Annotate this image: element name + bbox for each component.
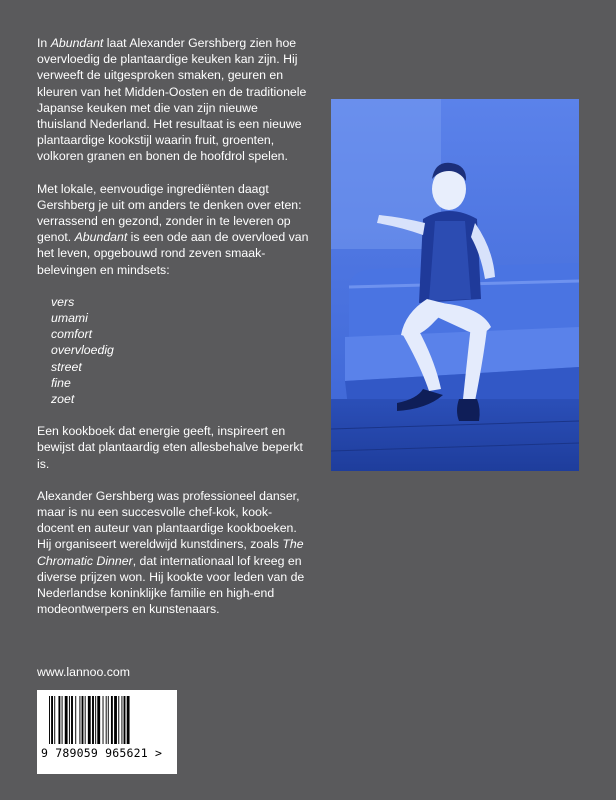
list-item: comfort <box>51 327 92 342</box>
book-title-italic: Abundant <box>50 36 104 50</box>
list-item: fine <box>51 375 71 390</box>
list-item: umami <box>51 311 88 326</box>
list-item: street <box>51 359 82 374</box>
publisher-url[interactable]: www.lannoo.com <box>37 665 130 679</box>
concept-paragraph: Met lokale, eenvoudige ingrediënten daagt Gershberg je uit om anders te denken over eten: verrassend en gezond, zonder in te leveren op genot. Abundant is een ode aan de overvloed van het leven, opgebouwd rond zeven smaak-belevingen en mindsets: <box>37 181 309 277</box>
back-cover-text <box>37 35 309 634</box>
author-portrait-image <box>331 99 579 471</box>
book-title-italic: Abundant <box>74 230 128 245</box>
isbn-barcode <box>37 690 177 774</box>
list-item: zoet <box>51 392 75 407</box>
list-item: vers <box>51 294 75 309</box>
barcode-bars-icon <box>37 690 177 774</box>
list-item: overvloedig <box>51 343 114 358</box>
mindset-list <box>37 294 309 407</box>
summary-paragraph: Een kookboek dat energie geeft, inspireert en bewijst dat plantaardig eten allesbehalve beperkt is. <box>37 424 303 471</box>
isbn-digits: 9 789059 965621 > <box>41 746 163 760</box>
author-bio-paragraph: Alexander Gershberg was professioneel danser, maar is nu een succesvolle chef-kok, kook-docent en auteur van plantaardige kookboeken. Hij organiseert wereldwijd kunstdiners, zoals The Chromatic Dinner, dat internationaal lof kreeg en diverse prijzen won. Hij kookte voor leden van de Nederlandse koninklijke familie en high-end modeontwerpers en kunstenaars. <box>37 488 305 617</box>
author-photo <box>331 99 579 471</box>
event-title-italic: The Chromatic Dinner <box>37 537 304 568</box>
intro-paragraph: In Abundant laat Alexander Gershberg zien hoe overvloedig de plantaardige keuken kan zijn. Hij verweeft de uitgesproken smaken, geuren en kleuren van het Midden-Oosten en de traditionele Japanse keuken met die van zijn nieuwe thuisland Nederland. Het resultaat is een nieuwe plantaardige kookstijl waarin fruit, groenten, volkoren granen en bonen de hoofdrol spelen. <box>37 36 307 164</box>
